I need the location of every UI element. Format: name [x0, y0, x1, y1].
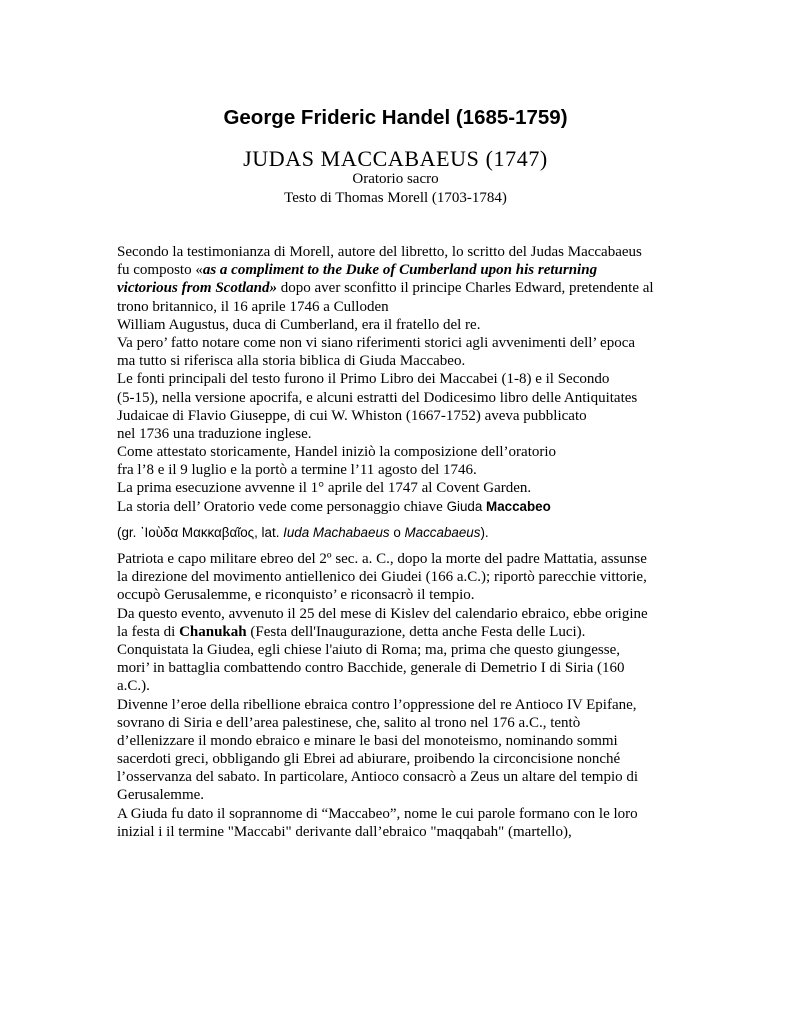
text-run: La storia dell’ Oratorio vede come personaggio chiave	[117, 498, 447, 515]
spacer	[117, 516, 687, 524]
text-line: La prima esecuzione avvenne il 1° aprile del 1747 al Covent Garden.	[117, 480, 532, 497]
text-line: sacerdoti greci, obbligando gli Ebrei ad abiurare, proibendo la circoncisione nonché	[117, 751, 621, 768]
text-run: fu composto «	[117, 262, 203, 279]
text-line: sovrano di Siria e dell’area palestinese, che, salito al trono nel 176 a.C., tentò	[117, 714, 581, 731]
text-line: Divenne l’eroe della ribellione ebraica contro l’oppressione del re Antioco IV Epifane,	[117, 696, 637, 713]
work-title: JUDAS MACCABAEUS (1747)	[243, 146, 548, 171]
text-line: a.C.).	[117, 678, 150, 695]
text-line: Va pero’ fatto notare come non vi siano riferimenti storici agli avvenimenti dell’ epoca	[117, 334, 636, 351]
dedication-quote: victorious from Scotland»	[117, 280, 278, 297]
text-line	[117, 623, 687, 641]
subtitle: Oratorio sacro	[352, 171, 439, 187]
text-line: ma tutto si riferisca alla storia biblica di Giuda Maccabeo.	[117, 353, 466, 370]
text-run: la festa di	[117, 623, 180, 640]
text-line: trono britannico, il 16 aprile 1746 a Culloden	[117, 298, 389, 315]
text-line: Conquistata la Giudea, egli chiese l'aiuto di Roma; ma, prima che questo giungesse,	[117, 641, 620, 658]
text-line: (5-15), nella versione apocrifa, e alcuni estratti del Dodicesimo libro delle Antiquitates	[117, 389, 638, 406]
text-line: Come attestato storicamente, Handel iniziò la composizione dell’oratorio	[117, 444, 557, 461]
text-line: mori’ in battaglia combattendo contro Bacchide, generale di Demetrio I di Siria (160	[117, 660, 625, 677]
text-run: ).	[480, 524, 489, 540]
body-text	[117, 243, 687, 841]
text-run: o	[389, 524, 405, 540]
text-line: Le fonti principali del testo furono il Primo Libro dei Maccabei (1-8) e il Secondo	[117, 371, 610, 388]
librettist-line: Testo di Thomas Morell (1703-1784)	[284, 190, 507, 206]
text-line: nel 1736 una traduzione inglese.	[117, 425, 312, 442]
spacer	[117, 542, 687, 550]
text-line: inizial i il termine "Maccabi" derivante dall’ebraico "maqqabah" (martello),	[117, 823, 572, 840]
text-line	[117, 498, 687, 516]
text-run: dopo aver sconfitto il principe Charles Edward, pretendente al	[277, 280, 654, 297]
text-line	[117, 279, 687, 297]
text-line: fra l’8 e il 9 luglio e la portò a termine l’11 agosto del 1746.	[117, 462, 477, 479]
text-line: d’ellenizzare il mondo ebraico e minare le basi del monoteismo, nominando sommi	[117, 732, 618, 749]
text-line: l’osservanza del sabato. In particolare, Antioco consacrò a Zeus un altare del tempio di	[117, 769, 639, 786]
text-line: Da questo evento, avvenuto il 25 del mese di Kislev del calendario ebraico, ebbe origine	[117, 605, 648, 622]
text-line	[117, 524, 687, 542]
text-line: occupò Gerusalemme, e riconquisto’ e riconsacrò il tempio.	[117, 587, 475, 604]
text-line: Secondo la testimonianza di Morell, autore del libretto, lo scritto del Judas Maccabaeus	[117, 244, 642, 260]
text-run: (Festa dell'Inaugurazione, detta anche Festa delle Luci).	[246, 623, 586, 640]
dedication-quote: as a compliment to the Duke of Cumberland upon his returning	[202, 262, 598, 279]
text-line	[117, 261, 687, 279]
page-title: George Frideric Handel (1685-1759)	[223, 106, 568, 129]
text-run: Giuda	[446, 498, 487, 514]
text-run: Maccabaeus	[404, 524, 481, 540]
text-line: la direzione del movimento antiellenico dei Giudei (166 a.C.); riportò parecchie vittorie,	[117, 569, 647, 586]
text-line: A Giuda fu dato il soprannome di “Maccabeo”, nome le cui parole formano con le loro	[117, 805, 638, 822]
text-run: (gr. ᾿Ιοὺδα Μακκαβαῖος, lat.	[117, 524, 284, 540]
text-line: Patriota e capo militare ebreo del 2º sec. a. C., dopo la morte del padre Mattatia, assunse	[117, 551, 647, 567]
text-line: William Augustus, duca di Cumberland, era il fratello del re.	[117, 316, 481, 333]
text-line: Gerusalemme.	[117, 787, 205, 804]
text-line: Judaicae di Flavio Giuseppe, di cui W. Whiston (1667-1752) aveva pubblicato	[117, 407, 587, 424]
highlight-name: Chanukah	[179, 623, 247, 640]
highlight-name: Maccabeo	[486, 498, 551, 514]
text-run: Iuda Machabaeus	[283, 524, 390, 540]
